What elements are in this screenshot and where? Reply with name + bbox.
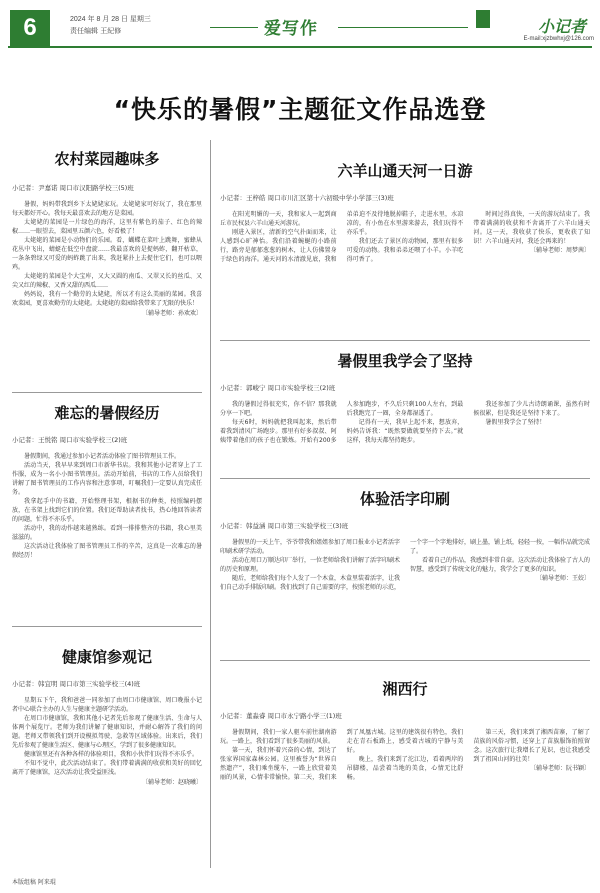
article-divider xyxy=(220,340,590,341)
paragraph: 看着自己的作品，我感到非常自豪。这次活动让我体验了古人的智慧，感受到了传统文化的魅力，我学会了更多的知识。 xyxy=(410,557,591,573)
contact-email: E-mail:xjzbwhxj@126.com xyxy=(523,36,594,42)
article-author: 小记者：郭峻宁 周口市实验学校三(2)班 xyxy=(220,384,336,392)
article-author: 小记者：韩宜明 周口市第三实验学校三(4)班 xyxy=(12,680,141,688)
article-advisor: 〔辅导老师：赵晓曦〕 xyxy=(141,779,202,786)
article-divider xyxy=(12,392,202,393)
paragraph: 太姥姥的菜园是个大宝库，又大又圆的南瓜、又翠又长的丝瓜、又尖又红的辣椒、又香又甜的西瓜…… xyxy=(12,273,202,289)
article-author: 小记者：尹嘉诺 周口市汉阳路学校三(5)班 xyxy=(12,184,134,192)
section-rule-right xyxy=(338,27,468,28)
paragraph: 暑假期间，我们一家人驱车前往湖南游玩。一路上，我们看到了很多美丽的风景。 xyxy=(220,729,337,745)
paragraph: 活动中，我的动作越来越熟练。看到一排排整齐的书籍，我心里美滋滋的。 xyxy=(12,525,202,541)
article-body xyxy=(12,696,202,777)
issue-date: 2024 年 8 月 28 日 星期三 xyxy=(70,16,151,23)
paragraph: 活动当天，我早早来到周口市新华书店。我和其他小记者穿上了工作服，成为一名小小图书管理员。活动开始前，书店的工作人员给我们讲解了图书管理员的工作内容和注意事项，叮嘱我们一定要认真完成任务。 xyxy=(12,462,202,496)
article-title: 健康馆参观记 xyxy=(61,648,152,666)
article-card xyxy=(12,646,202,786)
article-divider xyxy=(220,660,590,661)
article-title: 农村菜园趣味多 xyxy=(54,150,160,168)
paragraph: 时间过得真快，一天的游玩结束了。我带着满满的收获和不舍离开了六羊山通天河。这一天，我收获了快乐，更收获了知识！六羊山通天河，我还会再来的！ xyxy=(473,211,590,245)
article-card xyxy=(12,148,202,317)
paragraph: 在周口市健康馆，我和其他小记者先后参观了健康生活、生命与人体两个展览厅。老师为我们讲解了健康知识，并耐心解答了我们的问题。老师又带领我们到开设模拟驾驶、急救等区域体验。出来后，我们先后参观了健康生活区、健康与心理区，学到了很多健康知识。 xyxy=(12,715,202,749)
section-name: 爱写作 xyxy=(264,19,318,39)
article-card xyxy=(220,488,590,660)
paragraph: 暑假里我学会了坚持！ xyxy=(485,419,546,426)
paragraph: 健康馆里还有各种各样的体验项目，我和小伙伴们玩得不亦乐乎。 xyxy=(24,751,199,758)
article-author: 小记者：王梓皓 周口市川汇区第十六初级中学小学部三(3)班 xyxy=(220,194,394,202)
column-divider xyxy=(210,140,211,868)
article-title: 六羊山通天河一日游 xyxy=(337,162,473,180)
article-title: 暑假里我学会了坚持 xyxy=(337,352,473,370)
article-advisor: 〔辅导老师：孙欢欢〕 xyxy=(141,310,202,317)
paragraph: 太姥姥的菜园是一片绿色的海洋，这里有紫色的茄子、红色的辣椒……一眼望去，菜园里五颜六色，好看极了！ xyxy=(12,219,202,235)
paragraph: 随后，老师给我们每个人发了一个木盒，木盒里装着活字，让我们自己动手排版印刷。我们找到了自己需要的字，按照老师的示范，一个字一个字地排好，刷上墨，铺上纸，轻轻一按，一幅作品就完成了。 xyxy=(220,539,591,591)
article-author: 小记者：韩益涵 周口市第三实验学校三(3)班 xyxy=(220,522,349,530)
paragraph: 在阳光明媚的一天，我和家人一起到商丘市民权县六羊山通天河游玩。 xyxy=(220,211,337,227)
article-body xyxy=(220,210,590,338)
article-title: 体验活字印刷 xyxy=(359,490,450,508)
paragraph: 妈妈说，我有一个勤劳的太姥姥，所以才有这么美丽的菜园。我喜欢菜园，更喜欢勤劳的太姥姥。太姥姥的菜园给我带来了无限的快乐！ xyxy=(12,291,202,307)
paragraph: 第一天，我们怀着兴奋的心情，到达了张家界国家森林公园。这里被誉为“世界自然遗产”，我们乘坐缆车，一路上欣赏着美丽的风景，心情非常愉快。第二天，我们来到了凤凰古城。这里的建筑很有特色，我们走在青石板路上，感受着古城的宁静与美好。 xyxy=(220,729,464,781)
paragraph: 星期五下午，我和爸爸一同参加了由周口市健康馆、周口晚报小记者中心联合主办的人生与健康主题研学活动。 xyxy=(12,697,202,713)
article-author: 小记者：董淼睿 周口市永宁路小学三(1)班 xyxy=(220,712,342,720)
paragraph: 第三天，我们来到了湘西苗寨，了解了苗族的风俗习惯，还穿上了苗族服饰拍照留念。这次旅行让我增长了见识，也让我感受到了祖国山河的壮美！ xyxy=(473,729,590,763)
paragraph: 不知不觉中，此次活动结束了。我们带着满满的收获和美好的回忆离开了健康馆，这次活动让我受益匪浅。 xyxy=(12,760,202,776)
article-body xyxy=(12,452,202,560)
article-title: 湘西行 xyxy=(382,680,428,698)
section-rule-left xyxy=(210,27,258,28)
article-divider xyxy=(220,478,590,479)
article-card xyxy=(220,678,590,878)
article-divider xyxy=(12,626,202,627)
paragraph: 太姥姥的菜园是小动物们的乐园。看，蝴蝶在菜叶上跳舞，蜜蜂从花丛中飞出，蜻蜓在低空中盘旋……我最喜欢的是捉蚂蚱，翻开枯草，一条条碧绿又可爱的蚂蚱跳了出来，我赶紧扑上去捉住它们，也可以喂鸡。 xyxy=(12,237,202,271)
article-card xyxy=(220,160,590,338)
paragraph: 刚进入景区，清新的空气扑面而来，让人感到心旷神怡。我们沿着蜿蜒的小路前行，路旁是郁郁葱葱的树木，让人仿佛置身于绿色的海洋。通天河的水清澈见底，我和弟弟迫不及待地脱掉鞋子，走进水里，水凉凉的，有小鱼在水里游来游去，我们玩得不亦乐乎。 xyxy=(220,211,464,263)
article-advisor: 〔辅导老师：周梦茜〕 xyxy=(529,247,590,254)
paragraph: 晚上，我们来到了沱江边，看着两岸的吊脚楼，品尝着当地的美食，心情无比舒畅。 xyxy=(346,756,464,781)
page-headline: “快乐的暑假”主题征文作品选登 xyxy=(113,95,487,124)
article-body xyxy=(220,400,590,480)
page-number: 6 xyxy=(10,10,50,46)
article-advisor: 〔辅导老师：王姣〕 xyxy=(535,575,590,582)
article-body xyxy=(220,538,590,660)
paragraph: 这次活动让我体验了图书管理员工作的辛苦，这真是一次难忘的暑假经历！ xyxy=(12,543,202,559)
paragraph: 我拿起手中的书籍，开始整理书架，根据书的种类，按照编码摆放，在书架上找到它们的位置。我们还帮助读者找书，热心地回答读者的问题，忙得不亦乐乎。 xyxy=(12,498,202,523)
article-author: 小记者：王悦铭 周口市实验学校三(2)班 xyxy=(12,436,128,444)
paragraph: 我还参加了少儿古诗朗诵课，虽然有时候很累，但是我还是坚持下来了。 xyxy=(473,401,590,417)
paragraph: 暑假期间，我通过参加小记者活动体验了图书管理员工作。 xyxy=(24,453,181,460)
paragraph: 活动在周口万顺达印厂举行，一位老师给我们讲解了活字印刷术的历史和原理。 xyxy=(220,557,401,573)
article-card xyxy=(220,350,590,480)
article-card xyxy=(12,402,202,560)
paragraph: 每天6时，妈妈就把我叫起来，然后带着我到清风广场跑步。那里有好多叔叔、阿姨带着他们的孩子也在锻炼。开始有200多人参加跑步，不久后只剩100人左右，到最后我跑完了一圈，全身都湿透了。 xyxy=(220,401,464,444)
footer-credit: 本版组稿 阿来琨 xyxy=(12,879,56,886)
column-logo: 小记者 xyxy=(537,17,586,36)
responsible-editor: 责任编辑 王紀修 xyxy=(70,27,122,35)
article-advisor: 〔辅导老师：阮书颖〕 xyxy=(529,765,590,772)
article-body xyxy=(12,200,202,308)
paragraph: 我的暑假过得很充实，你不信？那我就分享一下吧。 xyxy=(220,401,337,417)
paragraph: 暑假，妈妈带我到乡下太姥姥家玩。太姥姥家可好玩了，我在那里每天都好开心。我每天最喜欢去的地方是菜园。 xyxy=(12,201,202,217)
paragraph: 我们还去了景区的动物园，那里有很多可爱的动物。我和弟弟还喂了小羊。小羊吃得可香了。 xyxy=(346,238,464,263)
paragraph: 记得有一天，我早上起不来，想放弃，妈妈告诉我：“既然要做就要坚持下去。”就这样，我每天都坚持跑步。 xyxy=(346,419,464,444)
article-title: 难忘的暑假经历 xyxy=(54,404,160,422)
paragraph: 暑假里的一天上午，爷爷带我和姐姐参加了周口报业小记者活字印刷术研学活动。 xyxy=(220,539,401,555)
article-body xyxy=(220,728,590,878)
